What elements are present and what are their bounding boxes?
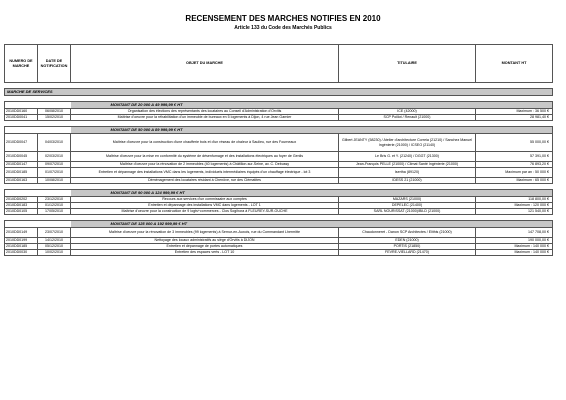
header-objet: OBJET DU MARCHE: [71, 45, 339, 83]
header-montant: MONTANT HT: [476, 45, 553, 83]
table-row: [5, 168, 553, 178]
cell-numero: 2010DD0041: [5, 115, 38, 121]
cell-objet: Nettoyage des locaux administratifs au siège d'Orvitis à DIJON: [71, 238, 339, 244]
cell-objet: Déménagement des locataires résidant à Chenôve, rue des Clématites: [71, 178, 339, 184]
cell-objet: Maîtrise d'oeuvre pour la rénovation de 2 immeubles (40 logements) à Châtillon-sur-Seine, av. C. Debussy: [71, 162, 339, 168]
cell-titulaire: Gilbert JEANTY (58230) / Atelier d'architecture Correia (21210) / Sanchez Manuel Ingénierie (21000) / ICSEO (21140): [339, 134, 476, 152]
header-titulaire: TITULAIRE: [339, 45, 476, 83]
cell-montant: Maximum : 36 500 €: [476, 109, 553, 115]
cell-titulaire: Le Bris G. et Y. (21240) / DGGT (21300): [339, 152, 476, 162]
cell-titulaire: IDESS 21 (21000): [339, 178, 476, 184]
document-subtitle: Article 133 du Code des Marchés Publics: [234, 25, 332, 31]
cell-date: 04/03/2010: [38, 134, 71, 152]
document-title: RECENSEMENT DES MARCHES NOTIFIES EN 2010: [185, 14, 381, 23]
cell-numero: 2010DD0149: [5, 228, 38, 238]
cell-titulaire: Jean-François PELLE (21000) / Climat Santé Ingénierie (21000): [339, 162, 476, 168]
cell-date: 23/12/2010: [38, 197, 71, 203]
amount-band-row: [5, 127, 553, 134]
cell-date: 10/08/2010: [38, 178, 71, 184]
cell-date: 10/02/2010: [38, 250, 71, 256]
cell-titulaire: PORTIS (21850): [339, 244, 476, 250]
table-row: [5, 250, 553, 256]
cell-objet: Entretien et dépannage des installations VMC dans logements - LOT 1: [71, 203, 339, 209]
cell-date: 15/02/2010: [38, 115, 71, 121]
cell-numero: 2010DD0147: [5, 162, 38, 168]
cell-numero: 2010DD0160: [5, 109, 38, 115]
header-date: DATE DE NOTIFICATION: [38, 45, 71, 83]
amount-band-label: MONTANT DE 20 000 A 49 999,99 € HT: [71, 102, 553, 109]
cell-numero: 2010DD0105: [5, 209, 38, 215]
cell-numero: 2010DD0202: [5, 197, 38, 203]
cell-date: 14/12/2010: [38, 238, 71, 244]
table-row: [5, 152, 553, 162]
cell-montant: 76 893,20 €: [476, 162, 553, 168]
amount-band-label: MONTANT DE 50 000 A 89 999,99 € HT: [71, 127, 553, 134]
cell-numero: 2010DD0163: [5, 178, 38, 184]
amount-band-row: [5, 190, 553, 197]
cell-objet: Maîtrise d'oeuvre pour la rénovation de 3 immeubles (99 logements) à Semur-en-Auxois, rue du Commandant Lhermitte: [71, 228, 339, 238]
cell-numero: 2010DD0045: [5, 152, 38, 162]
cell-montant: Maximum : 65 000 €: [476, 178, 553, 184]
cell-date: 02/03/2010: [38, 152, 71, 162]
cell-objet: Entretien des espaces verts - LOT 10: [71, 250, 339, 256]
cell-numero: 2010DD0185: [5, 244, 38, 250]
cell-montant: 57 391,00 €: [476, 152, 553, 162]
cell-date: 01/07/2010: [38, 168, 71, 178]
header-numero: NUMERO DE MARCHE: [5, 45, 38, 83]
cell-objet: Organisation des élections des représentants des locataires au Conseil d'Administration d'Orvitis: [71, 109, 339, 115]
cell-montant: 121 540,00 €: [476, 209, 553, 215]
table-row: [5, 134, 553, 152]
amount-band-label: MONTANT DE 90 000 A 124 999,99 € HT: [71, 190, 553, 197]
cell-montant: Maximum : 120 000 €: [476, 203, 553, 209]
contracts-table: [4, 44, 553, 256]
cell-titulaire: Chaudonneret - Danon SCP Architectes / Elithis (21000): [339, 228, 476, 238]
cell-date: 01/12/2010: [38, 203, 71, 209]
cell-montant: Maximum par an : 50 000 €: [476, 168, 553, 178]
cell-titulaire: EDEN (21000): [339, 238, 476, 244]
cell-titulaire: SARL NOURISSAT (21000)/BILD (21000): [339, 209, 476, 215]
table-header: [5, 45, 553, 83]
cell-montant: Maximum : 140 000 €: [476, 244, 553, 250]
cell-objet: Entretien et dépannage de portes automatiques: [71, 244, 339, 250]
cell-objet: Maîtrise d'oeuvre pour la construction d'une chaufferie bois et d'un réseau de chaleur à Saulieu, rue des Fourneaux: [71, 134, 339, 152]
section-row: [5, 89, 553, 96]
contracts-table-body: [5, 45, 553, 256]
cell-numero: 2010DD0183: [5, 203, 38, 209]
cell-date: 06/08/2010: [38, 109, 71, 115]
cell-titulaire: SCP Poillot / Renault (21000): [339, 115, 476, 121]
cell-numero: 2010DD0199: [5, 238, 38, 244]
cell-objet: Recours aux services d'un commissaire aux comptes: [71, 197, 339, 203]
cell-objet: Maîtrise d'oeuvre pour la construction de 9 logts+commerces - Clos Sogihora à FLEUREY-SUR-OUCHE: [71, 209, 339, 215]
table-row: [5, 228, 553, 238]
cell-date: 23/07/2010: [38, 228, 71, 238]
cell-date: 17/05/2010: [38, 209, 71, 215]
cell-montant: 55 000,00 €: [476, 134, 553, 152]
cell-montant: 147 708,00 €: [476, 228, 553, 238]
cell-montant: 28 981,40 €: [476, 115, 553, 121]
amount-band-row: [5, 102, 553, 109]
cell-objet: Maîtrise d'oeuvre pour la réhabilitation d'un immeuble de bureaux en 5 logements à Dijon, 4 rue Jean Garnier: [71, 115, 339, 121]
cell-date: 05/12/2010: [38, 244, 71, 250]
cell-montant: 190 000,00 €: [476, 238, 553, 244]
cell-objet: Maîtrise d'oeuvre pour la mise en conformité du système de désenfumage et des installations électriques au foyer de Genlis: [71, 152, 339, 162]
cell-numero: 2010DD0030: [5, 250, 38, 256]
cell-date: 09/07/2010: [38, 162, 71, 168]
cell-objet: Entretien et dépannage des installations VMC dans les logements, individuels intermédiaires équipés d'un chauffage électrique - lot 3: [71, 168, 339, 178]
amount-band-row: [5, 221, 553, 228]
cell-titulaire: ICE (42000): [339, 109, 476, 115]
cell-titulaire: MAZARS (21000): [339, 197, 476, 203]
cell-titulaire: FEVRE-VIELLARD (21470): [339, 250, 476, 256]
cell-montant: 118 800,00 €: [476, 197, 553, 203]
cell-titulaire: DEPELEC (21400): [339, 203, 476, 209]
cell-titulaire: Isertha (89120): [339, 168, 476, 178]
cell-numero: 2010DD0047: [5, 134, 38, 152]
cell-numero: 2010DD0185: [5, 168, 38, 178]
cell-montant: Maximum : 140 000 €: [476, 250, 553, 256]
amount-band-label: MONTANT DE 125 000 A 192 999,99 € HT: [71, 221, 553, 228]
section-label: MARCHE DE SERVICES: [5, 89, 553, 96]
